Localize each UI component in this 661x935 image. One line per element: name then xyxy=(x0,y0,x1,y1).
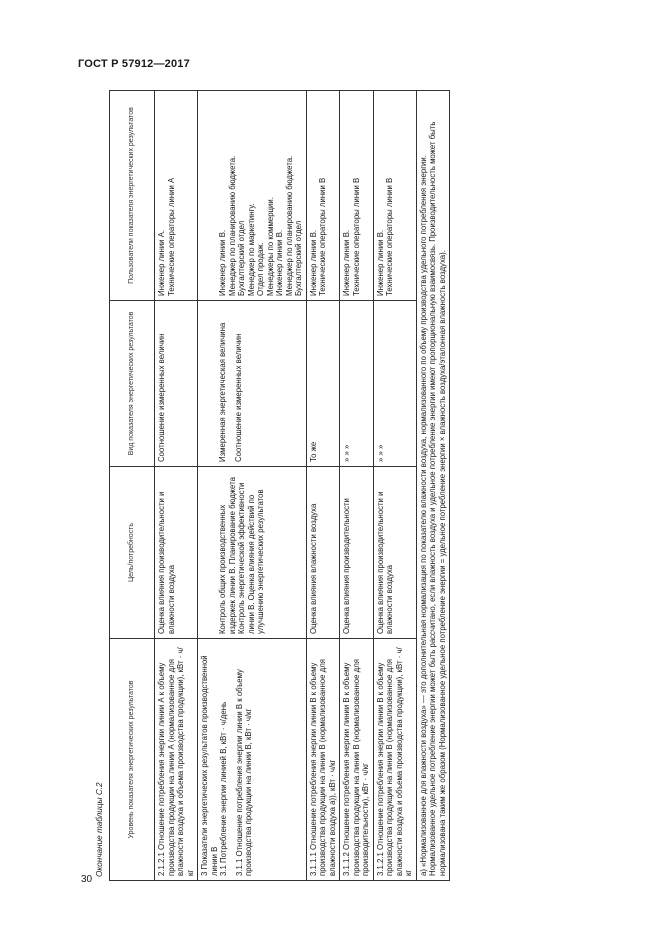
cell-kind: То же xyxy=(306,301,340,467)
user-line: Отдел продаж. xyxy=(256,242,265,296)
cell-level-group xyxy=(198,639,307,881)
level-item: 3.1.1 Отношение потребления энергии линии В к объему производства продукции на линии В, кВт · ч/кг xyxy=(234,669,253,876)
footnote-row xyxy=(416,91,450,881)
level-item: 3.1 Потребление энергии линией В, кВт · ч/день xyxy=(219,701,228,876)
document-header-title: ГОСТ Р 57912—2017 xyxy=(78,58,190,70)
user-line: Инженер линии В. xyxy=(308,229,318,296)
table-row xyxy=(373,91,416,881)
user-line: Инженер линии А. xyxy=(157,229,166,296)
spacer xyxy=(200,471,218,634)
cell-kind: » » » xyxy=(340,301,374,467)
cell-users xyxy=(306,91,340,301)
column-header-users: Пользователи показателя энергетических результатов xyxy=(110,91,155,301)
user-line: Бухгалтерский отдел xyxy=(294,220,303,296)
cell-kind: » » » xyxy=(373,301,416,467)
user-line: Инженер линии В. xyxy=(275,229,284,296)
column-header-level: Уровень показателя энергетических результатов xyxy=(110,639,155,881)
kind-item: Измеренная энергетическая величина xyxy=(218,322,227,462)
cell-kind: Соотношение измеренных величин xyxy=(155,301,198,467)
table-row xyxy=(198,91,307,881)
user-line: Инженер линии В. xyxy=(342,229,351,296)
table-header-row xyxy=(110,91,155,881)
rotated-table-container xyxy=(95,91,561,881)
user-line: Технические операторы линии А xyxy=(166,177,176,296)
user-line: Технические операторы линии В xyxy=(351,177,361,296)
kind-item: Соотношение измеренных величин xyxy=(233,333,243,462)
table-row xyxy=(306,91,340,881)
spacer xyxy=(200,95,218,296)
cell-level: 3.1.1.2 Отношение потребления энергии линии В к объему производства продукции на линии В (нормализованное для производительности), кВт · ч/кг xyxy=(340,639,374,881)
table-row xyxy=(155,91,198,881)
table-footnote: a) «Нормализованное для влажности воздуха» — это дополнительная нормализация по показателю влажности воздуха, нормализованного по объему производства удельного потребления энергии. Нормализованное удельное потребление энергии может быть рассчитано, если влажность воздуха и удельное потребление энергии имеют пропорциональную взаимосвязь. Производительность может быть нормализована таким же образом (Нормализованное удельное потребление энергии = удельное потребление энергии × влажность воздуха/эталонная влажность воздуха). xyxy=(416,91,450,881)
user-line: Инженер линии В. xyxy=(375,229,385,296)
user-line: Инженер линии В. xyxy=(218,229,227,296)
cell-level: 2.1.2.1 Отношение потребления энергии линии А к объему производства продукции на линии А (нормализованное для влажности воздуха и объема производства продукции), кВт · ч/кг xyxy=(155,639,198,881)
page-number: 30 xyxy=(81,874,93,885)
cell-purpose: Оценка влияния производительности xyxy=(340,467,374,639)
column-header-purpose: Цель/потребность xyxy=(110,467,155,639)
user-line: Менеджер по планированию бюджета. xyxy=(227,155,237,296)
cell-users-group xyxy=(198,91,307,301)
cell-kind-group xyxy=(198,301,307,467)
user-line: Менеджер по планированию бюджета. xyxy=(284,155,294,296)
cell-purpose: Оценка влияния производительности и влажности воздуха xyxy=(373,467,416,639)
purpose-item: Контроль общих производственных издержек линии В. Планирование бюджета xyxy=(218,477,237,634)
cell-users xyxy=(155,91,198,301)
purpose-item: Контроль энергетической эффективности линии В. Оценка влияния действий по улучшению энергетических результатов xyxy=(237,482,265,634)
cell-users xyxy=(373,91,416,301)
user-line: Менеджер по маркетингу. xyxy=(246,203,256,296)
section-heading: 3 Показатели энергетических результатов производственной линии В xyxy=(200,655,219,876)
spacer xyxy=(200,305,218,462)
column-header-kind: Вид показателя энергетических результатов xyxy=(110,301,155,467)
user-line: Бухгалтерский отдел xyxy=(237,220,246,296)
table-caption: Окончание таблицы С.2 xyxy=(95,782,104,877)
energy-indicators-table xyxy=(109,90,450,881)
cell-purpose: Оценка влияния производительности и влажности воздуха xyxy=(155,467,198,639)
cell-level: 3.1.1.1 Отношение потребления энергии линии В к объему производства продукции на линии В (нормализованное для влажности воздуха a)), кВт · ч/кг xyxy=(306,639,340,881)
user-line: Технические операторы линии В xyxy=(318,177,327,296)
cell-level: 3.1.2.1 Отношение потребления энергии линии В к объему производства продукции на линии В (нормализованное для влажности воздуха и объема производства продукции), кВт · ч/кг xyxy=(373,639,416,881)
user-line: Технические операторы линии В xyxy=(385,177,394,296)
table-row xyxy=(340,91,374,881)
cell-users xyxy=(340,91,374,301)
user-line: Менеджеры по коммерции. xyxy=(265,197,275,296)
cell-purpose: Оценка влияния влажности воздуха xyxy=(306,467,340,639)
cell-purpose-group xyxy=(198,467,307,639)
